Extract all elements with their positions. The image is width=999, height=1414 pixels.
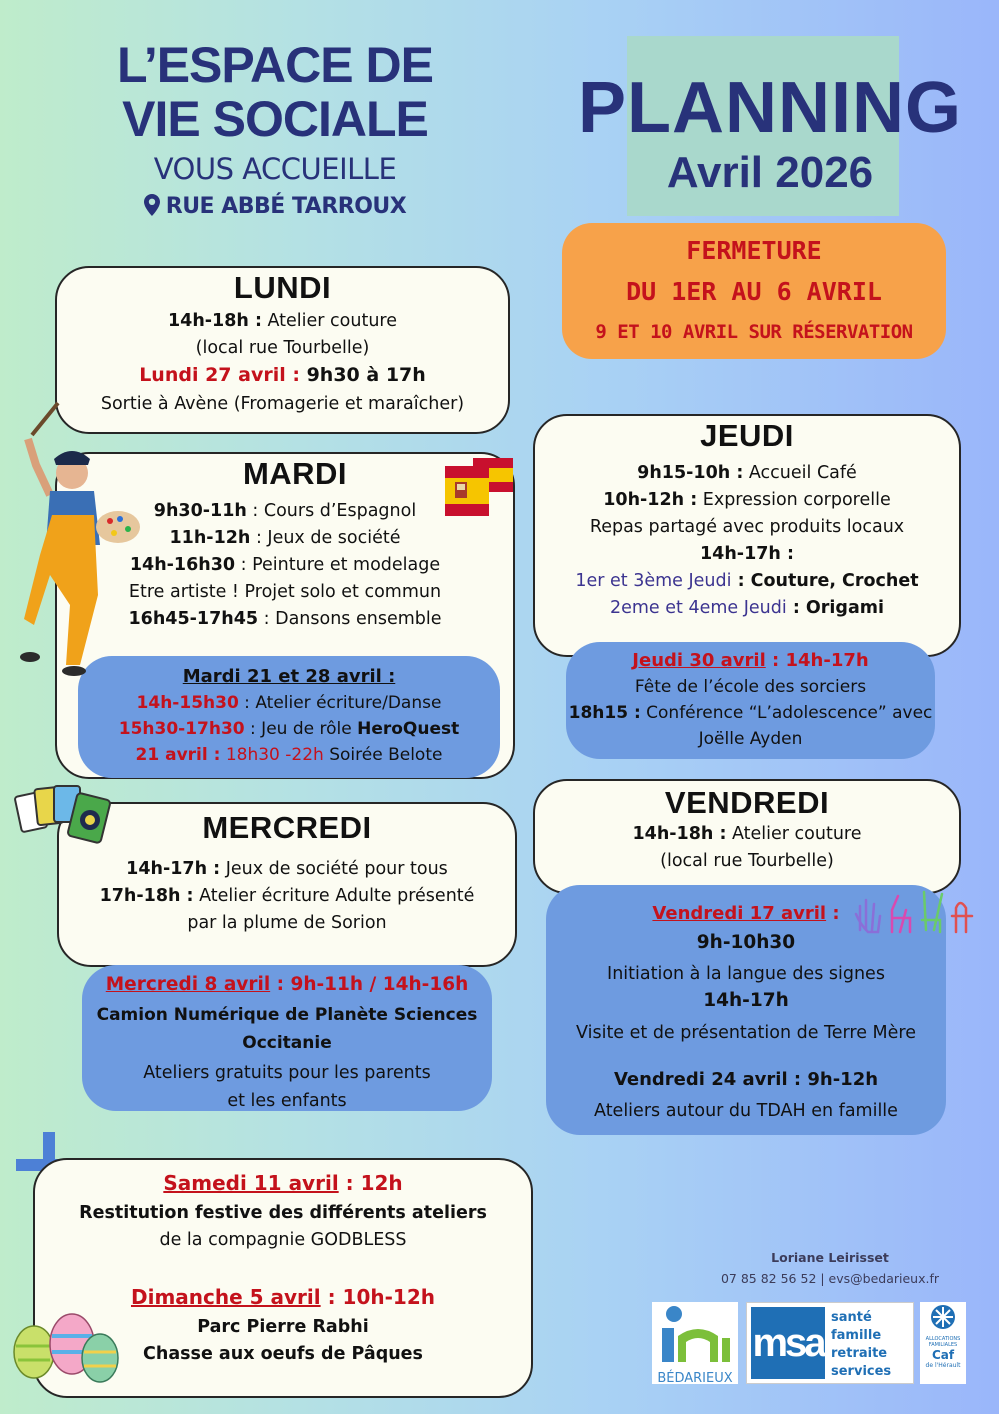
msa-line: services — [831, 1364, 892, 1379]
schedule-line: Parc Pierre Rabhi — [197, 1317, 369, 1337]
msa-services — [831, 1309, 891, 1381]
schedule-line: (local rue Tourbelle) — [195, 338, 370, 358]
caf-text: Caf — [931, 1348, 955, 1362]
planning-word: PLANNING — [578, 68, 962, 148]
special-title: Vendredi 17 avril : — [652, 903, 840, 924]
schedule-line: de la compagnie GODBLESS — [159, 1230, 407, 1250]
location-pin-icon — [144, 194, 160, 216]
closure-line-2: DU 1ER AU 6 AVRIL — [626, 277, 882, 306]
schedule-line: 14h-17h — [703, 990, 789, 1011]
mercredi-special-box — [82, 965, 492, 1111]
spanish-flag-icon — [443, 456, 515, 518]
schedule-line: 16h45-17h45 : Dansons ensemble — [128, 609, 442, 629]
schedule-line: Joëlle Ayden — [698, 729, 803, 749]
schedule-line: 9h-10h30 — [696, 932, 796, 953]
easter-eggs-icon — [12, 1300, 120, 1386]
special-title: Jeudi 30 avril : 14h-17h — [632, 650, 869, 671]
schedule-line: Camion Numérique de Planète Sciences — [96, 1005, 478, 1025]
special-title: Dimanche 5 avril : 10h-12h — [130, 1285, 435, 1309]
schedule-line: Chasse aux oeufs de Pâques — [143, 1344, 423, 1364]
schedule-line: 11h-12h : Jeux de société — [169, 528, 401, 548]
schedule-line: 9h15-10h : Accueil Café — [637, 463, 857, 483]
address — [60, 194, 490, 219]
schedule-line: 10h-12h : Expression corporelle — [603, 490, 891, 510]
title-line-2: VIE SOCIALE — [122, 91, 428, 147]
schedule-line: 9h30-11h : Cours d’Espagnol — [153, 501, 417, 521]
contact-line: 07 85 82 56 52 | evs@bedarieux.fr — [720, 1271, 940, 1286]
schedule-line: 1er et 3ème Jeudi : Couture, Crochet — [575, 571, 919, 591]
day-title: JEUDI — [700, 418, 794, 453]
bedarieux-logo-text: BÉDARIEUX — [657, 1371, 733, 1386]
title-line-1: L’ESPACE DE — [117, 37, 433, 93]
schedule-line: 15h30-17h30 : Jeu de rôle HeroQuest — [118, 719, 460, 739]
schedule-line: et les enfants — [227, 1091, 347, 1111]
schedule-line: Etre artiste ! Projet solo et commun — [128, 582, 442, 602]
caf-logo — [920, 1302, 966, 1384]
sign-language-hands-icon — [852, 880, 980, 942]
caf-logo-mark-icon — [920, 1302, 966, 1332]
day-title: LUNDI — [233, 270, 332, 305]
schedule-line: Ateliers autour du TDAH en famille — [594, 1101, 898, 1121]
closure-line-1: FERMETURE — [686, 236, 822, 265]
closure-line-3: 9 ET 10 AVRIL SUR RÉSERVATION — [595, 321, 913, 343]
card-vendredi — [533, 779, 961, 894]
header-title — [60, 38, 490, 219]
special-title: Samedi 11 avril : 12h — [163, 1171, 403, 1195]
closure-banner — [562, 223, 946, 359]
caf-text: ALLOCATIONS FAMILIALES — [925, 1336, 961, 1348]
schedule-line: 14h-17h : — [700, 544, 794, 564]
msa-logo — [746, 1302, 914, 1384]
day-title: MARDI — [242, 456, 348, 491]
day-title: MERCREDI — [202, 810, 372, 845]
bedarieux-logo — [652, 1302, 738, 1384]
schedule-line: 14h-16h30 : Peinture et modelage — [129, 555, 441, 575]
contact-name: Loriane Leirisset — [771, 1250, 889, 1265]
playing-cards-icon — [14, 780, 114, 860]
planning-month: Avril 2026 — [666, 148, 874, 197]
special-title: Vendredi 24 avril : 9h-12h — [613, 1069, 879, 1090]
schedule-line: 14h-18h : Atelier couture — [167, 311, 398, 331]
schedule-line: 17h-18h : Atelier écriture Adulte présenté — [99, 886, 475, 906]
day-title: VENDREDI — [664, 785, 830, 820]
bedarieux-logo-mark-icon — [652, 1302, 738, 1368]
title-line-3: VOUS ACCUEILLE — [153, 152, 397, 186]
msa-line: retraite — [831, 1346, 888, 1361]
schedule-line: 2eme et 4eme Jeudi : Origami — [609, 598, 884, 618]
special-event: Lundi 27 avril : 9h30 à 17h — [139, 364, 426, 386]
schedule-line: 21 avril : 18h30 -22h Soirée Belote — [135, 745, 443, 765]
special-title: Mercredi 8 avril : 9h-11h / 14h-16h — [105, 974, 469, 995]
schedule-line: Ateliers gratuits pour les parents — [143, 1063, 431, 1083]
schedule-line: 18h15 : Conférence “L’adolescence” avec — [568, 703, 933, 723]
schedule-line: Occitanie — [242, 1033, 332, 1053]
schedule-line: 14h-18h : Atelier couture — [632, 824, 862, 844]
mardi-special-box — [78, 656, 500, 778]
schedule-line: Sortie à Avène (Fromagerie et maraîcher) — [100, 394, 465, 414]
planning-title — [560, 68, 980, 198]
contact-block — [700, 1250, 960, 1286]
msa-mark-text: msa — [752, 1321, 824, 1365]
msa-line: santé — [831, 1310, 872, 1325]
schedule-line: (local rue Tourbelle) — [660, 851, 834, 871]
schedule-line: Initiation à la langue des signes — [607, 964, 885, 984]
caf-text: de l'Hérault — [925, 1362, 961, 1369]
schedule-line: Fête de l’école des sorciers — [634, 677, 867, 697]
card-mercredi — [57, 802, 517, 967]
msa-line: famille — [831, 1328, 882, 1343]
msa-mark — [751, 1307, 825, 1379]
painter-illustration-icon — [10, 395, 140, 685]
schedule-line: Repas partagé avec produits locaux — [589, 517, 905, 537]
card-jeudi — [533, 414, 961, 657]
jeudi-special-box — [566, 642, 935, 759]
schedule-line: 14h-15h30 : Atelier écriture/Danse — [136, 693, 442, 713]
address-text: RUE ABBÉ TARROUX — [165, 194, 407, 219]
special-title: Mardi 21 et 28 avril : — [182, 666, 396, 687]
schedule-line: 14h-17h : Jeux de société pour tous — [126, 859, 448, 879]
schedule-line: Restitution festive des différents ateliers — [79, 1203, 487, 1223]
schedule-line: par la plume de Sorion — [187, 913, 387, 933]
schedule-line: Visite et de présentation de Terre Mère — [576, 1023, 916, 1043]
